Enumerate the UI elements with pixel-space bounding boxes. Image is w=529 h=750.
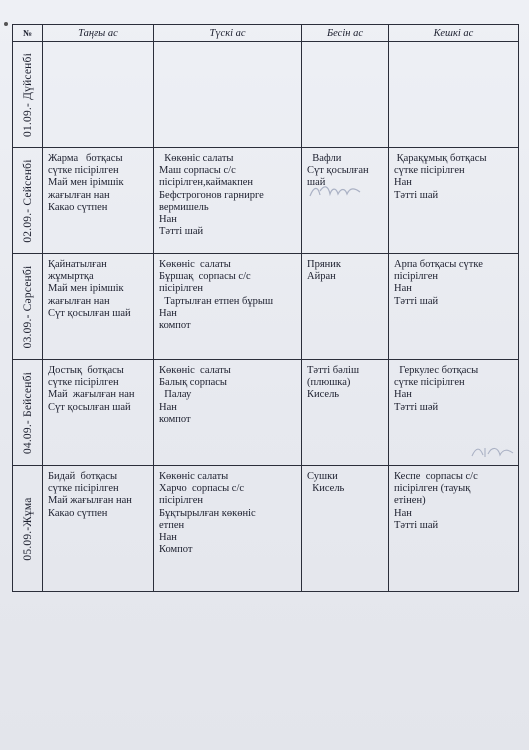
handwritten-scribble [308,182,364,200]
dinner-dish-list [389,360,518,416]
snack-dish-list [302,254,388,285]
dish-line: Көкөніс салаты [159,471,229,482]
lunch-cell [154,360,302,466]
snack-cell [302,254,389,360]
day-cell [13,360,43,466]
dish-line: жағылған нан [48,189,110,201]
snack-dish-list [302,360,388,404]
dish-line: сүтке пісірілген [394,377,465,389]
breakfast-dish-list [43,42,153,49]
dish-line: пісірілген [394,271,438,283]
dish-line: Қайнатылған [48,259,107,270]
breakfast-cell [43,148,154,254]
day-label: 04.09.- Бейсенбі [21,371,34,454]
dish-line: Кеспе сорпасы с/с [394,471,478,482]
snack-cell [302,42,389,148]
lunch-cell [154,42,302,148]
breakfast-cell [43,360,154,466]
lunch-dish-list [154,360,301,428]
breakfast-dish-list [43,254,153,322]
dish-line: жағылған нан [48,295,110,307]
dinner-cell [389,148,519,254]
dish-line: Геркулес ботқасы [394,365,479,376]
dish-line: Компот [159,544,193,556]
dish-line: Тәтті шай [159,226,204,238]
dish-line: Сүт қосылған [307,165,369,177]
dish-line: Көкөніс салаты [159,259,231,270]
dish-line: Маш сорпасы с/с [159,165,236,177]
header-num: № [13,25,43,42]
day-label: 05.09.-Жұма [21,496,34,561]
dish-line: Сүт қосылған шай [48,401,131,413]
dish-line: Нан [159,401,177,413]
handwritten-scribble [470,444,516,460]
lunch-cell [154,148,302,254]
dish-line: Нан [394,177,412,189]
day-cell [13,254,43,360]
snack-dish-list [302,466,388,497]
dish-line: Пряник [307,259,342,270]
dish-line: Тәтті шай [394,295,439,307]
day-row [13,148,519,254]
corner-dot [4,22,8,26]
dish-line: Тәтті шай [394,189,439,201]
day-label: 02.09.- Сейсенбі [21,158,34,243]
dish-line: Какао сүтпен [48,507,108,519]
dish-line: Кисель [307,483,345,495]
lunch-dish-list [154,42,301,49]
header-snack: Бесін ас [302,25,389,42]
snack-cell [302,466,389,592]
day-cell [13,148,43,254]
dinner-dish-list [389,254,518,310]
snack-dish-list [302,42,388,49]
dish-line: Айран [307,271,336,283]
dish-line: Нан [394,283,412,295]
weekly-menu-table [12,24,519,592]
breakfast-cell [43,466,154,592]
dish-line: Май жағылған нан [48,389,135,401]
dish-line: Тәтті шай [394,519,439,531]
dish-line: Май жағылған нан [48,495,132,507]
dish-line: Бидай ботқасы [48,471,118,482]
dish-line: Май мен ірімшік [48,283,124,295]
dish-line: Бұқтырылған көкөніс [159,507,256,519]
dish-line: вермишель [159,201,209,213]
lunch-cell [154,254,302,360]
dish-line: етпен [159,519,185,531]
dish-line: Достық ботқасы [48,365,124,376]
dish-line: Харчо сорпасы с/с [159,483,245,495]
dish-line: Сүт қосылған шай [48,307,131,319]
dish-line: Нан [394,389,412,401]
day-row [13,466,519,592]
dish-line: Тартылған етпен бұрыш [159,295,274,307]
dish-line: сүтке пісірілген [48,377,119,389]
dish-line: Сушки [307,471,338,482]
dinner-dish-list [389,148,518,204]
dish-line: Нан [159,214,177,226]
dish-line: Кисель [307,389,340,401]
dish-line: шай [307,177,326,189]
day-row [13,360,519,466]
snack-cell [302,148,389,254]
breakfast-dish-list [43,360,153,416]
dish-line: жұмыртқа [48,271,94,283]
dinner-dish-list [389,466,518,534]
dish-line: пісірілген [159,283,203,295]
day-cell [13,466,43,592]
snack-cell [302,360,389,466]
day-row [13,42,519,148]
dish-line: сүтке пісірілген [48,165,119,177]
dish-line: пісірілген [159,495,203,507]
dish-line: Нан [159,532,177,544]
dinner-cell [389,466,519,592]
dish-line: (плюшка) [307,377,351,389]
dish-line: етінен) [394,495,426,507]
breakfast-dish-list [43,148,153,216]
header-row [13,25,519,42]
dinner-cell [389,42,519,148]
dish-line: Балық сорпасы [159,377,227,389]
dish-line: Қарақұмық ботқасы [394,153,487,164]
dish-line: Май мен ірімшік [48,177,124,189]
dish-line: Нан [159,307,177,319]
dish-line: Бефстрогонов гарнирге [159,189,264,201]
breakfast-cell [43,42,154,148]
lunch-dish-list [154,148,301,240]
lunch-dish-list [154,466,301,558]
dish-line: Нан [394,507,412,519]
breakfast-dish-list [43,466,153,522]
day-row [13,254,519,360]
dish-line: Көкөніс салаты [159,365,231,376]
dinner-cell [389,254,519,360]
dish-line: Вафли [307,153,342,164]
dish-line: сүтке пісірілген [394,165,465,177]
dish-line: Жарма ботқасы [48,153,123,164]
dish-line: Тәтті шәй [394,401,439,413]
header-lunch: Түскі ас [154,25,302,42]
dish-line: Бұршақ сорпасы с/с [159,271,251,283]
dish-line: сүтке пісірілген [48,483,119,495]
dish-line: компот [159,320,191,332]
day-label: 03.09.- Сәрсенбі [21,265,34,348]
lunch-dish-list [154,254,301,334]
dish-line: пісірілген (тауық [394,483,471,495]
menu-body [13,42,519,592]
day-label: 01.09.- Дүйсенбі [21,52,34,137]
dish-line: Тәтті бәліш [307,365,360,376]
dinner-dish-list [389,42,518,49]
dish-line: Какао сүтпен [48,201,108,213]
dish-line: пісірілген,каймакпен [159,177,254,189]
dish-line: Арпа ботқасы сүтке [394,259,483,270]
breakfast-cell [43,254,154,360]
dish-line: Палау [159,389,192,401]
dish-line: компот [159,413,191,425]
header-dinner: Кешкі ас [389,25,519,42]
header-breakfast: Таңғы ас [43,25,154,42]
lunch-cell [154,466,302,592]
day-cell [13,42,43,148]
dish-line: Көкөніс салаты [159,153,234,164]
